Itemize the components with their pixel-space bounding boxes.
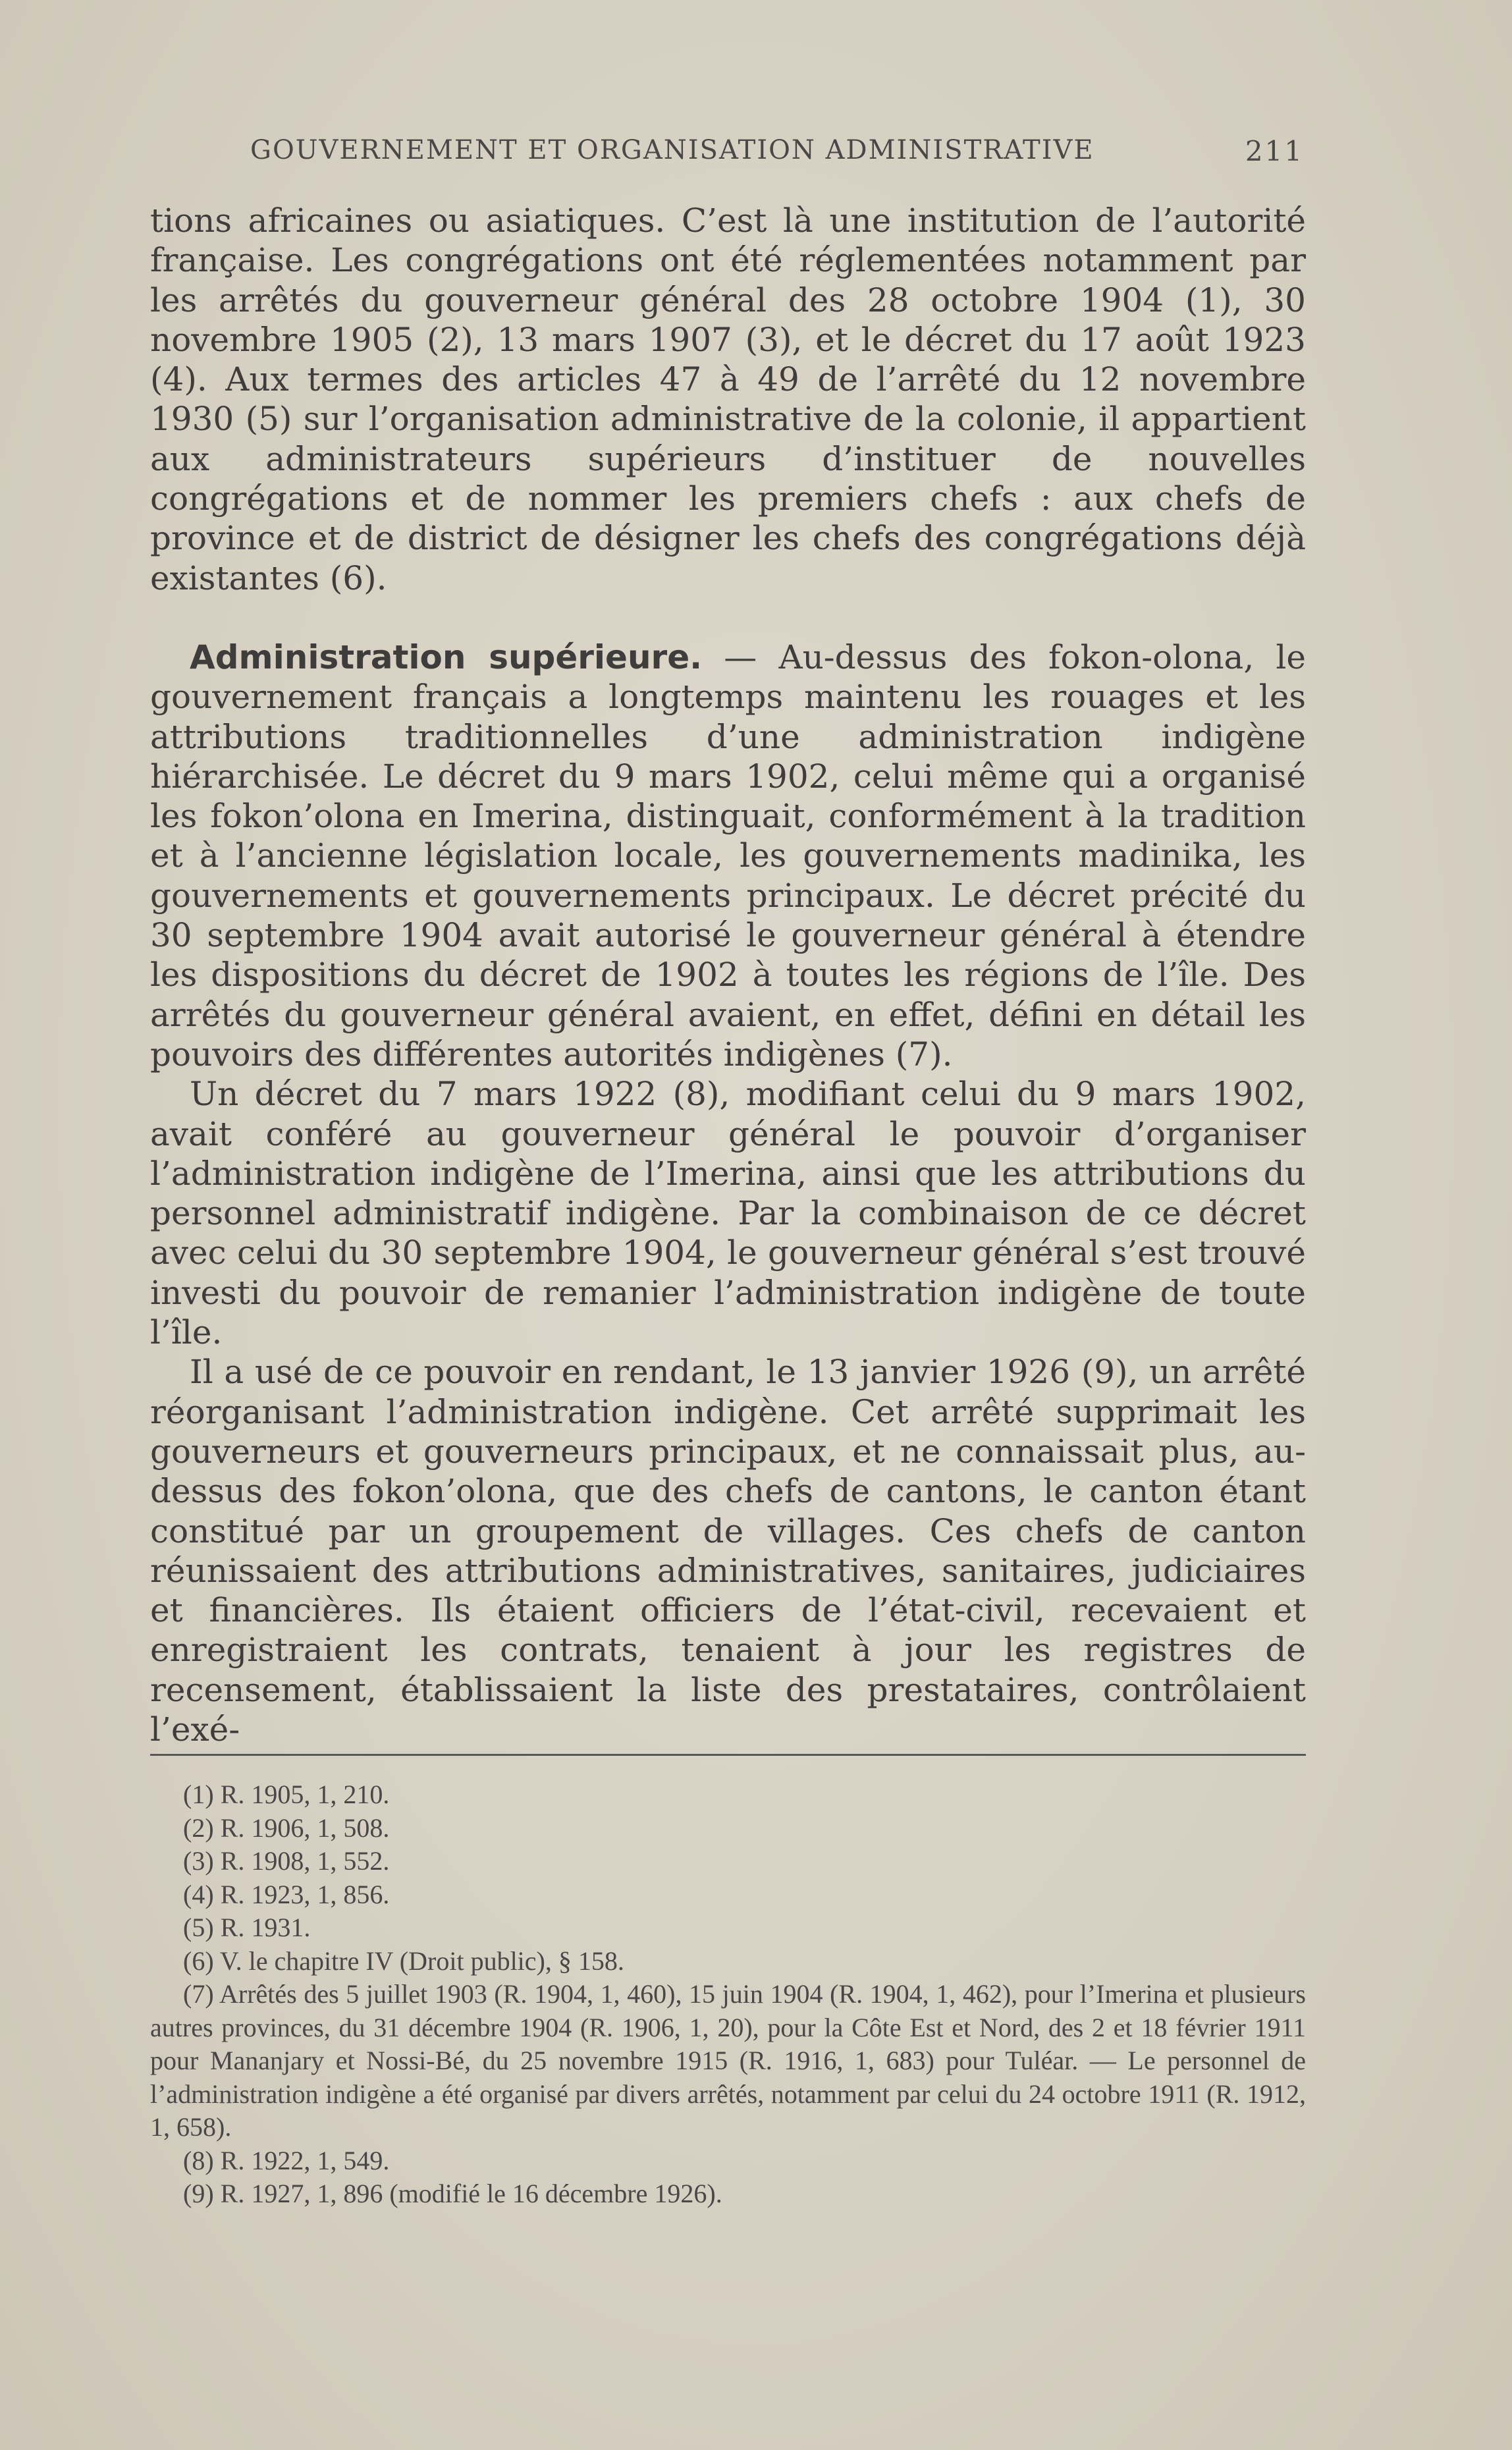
- footnote-5: (5) R. 1931.: [183, 1913, 311, 1942]
- footnote-3: (3) R. 1908, 1, 552.: [183, 1846, 390, 1876]
- paragraph-3: Un décret du 7 mars 1922 (8), modifiant celui du 9 mars 1902, avait conféré au gouverneur général le pouvoir d’organiser l’administration indigène de l’Imerina, ainsi que les attributions du personnel administratif indigène. Par la combinaison de ce décret avec celui du 30 septembre 1904, le gouverneur général s’est trouvé investi du pouvoir de remanier l’administration indigène de toute l’île.: [150, 1075, 1306, 1352]
- section-heading: Administration supérieure.: [190, 638, 703, 676]
- footnote-4: (4) R. 1923, 1, 856.: [183, 1879, 390, 1909]
- page-number: 211: [1245, 135, 1304, 167]
- footnote-9: (9) R. 1927, 1, 896 (modifié le 16 décembre 1926).: [183, 2179, 722, 2208]
- paragraph-2: [150, 638, 1306, 1074]
- running-header: [250, 135, 1304, 175]
- footnotes: [150, 1778, 1306, 2211]
- footnote-2: (2) R. 1906, 1, 508.: [183, 1812, 390, 1843]
- paragraph-1: tions africaines ou asiatiques. C’est là une institution de l’autorité française. Les congrégations ont été réglementées notamment par les arrêtés du gouverneur général des 28 octobre 1904 (1), 30 novembre 1905 (2), 13 mars 1907 (3), et le décret du 17 août 1923 (4). Aux termes des articles 47 à 49 de l’arrêté du 12 novembre 1930 (5) sur l’organisation administrative de la colonie, il appartient aux administrateurs supérieurs d’instituer de nouvelles congrégations et de nommer les premiers chefs : aux chefs de province et de district de désigner les chefs des congrégations déjà existantes (6).: [150, 202, 1306, 597]
- footnote-8: (8) R. 1922, 1, 549.: [183, 2145, 390, 2175]
- main-text: [150, 201, 1306, 1749]
- paragraph-4: Il a usé de ce pouvoir en rendant, le 13 janvier 1926 (9), un arrêté réorganisant l’administration indigène. Cet arrêté supprimait les gouverneurs et gouverneurs principaux, et ne connaissait plus, au-dessus des fokon’olona, que des chefs de cantons, le canton étant constitué par un groupement de villages. Ces chefs de canton réunissaient des attributions administratives, sanitaires, judiciaires et financières. Ils étaient officiers de l’état-civil, recevaient et enregistraient les contrats, tenaient à jour les registres de recensement, établissaient la liste des prestataires, contrôlaient l’exé-: [150, 1353, 1306, 1749]
- footnote-divider: [150, 1754, 1306, 1756]
- footnote-6: (6) V. le chapitre IV (Droit public), § 158.: [183, 1946, 624, 1976]
- header-title: GOUVERNEMENT ET ORGANISATION ADMINISTRATIVE: [250, 135, 1094, 165]
- paragraph-2-text: — Au-dessus des fokon-olona, le gouvernement français a longtemps maintenu les rouages et les attributions traditionnelles d’une administration indigène hiérarchisée. Le décret du 9 mars 1902, celui même qui a organisé les fokon’olona en Imerina, distinguait, conformément à la tradition et à l’ancienne législation locale, les gouvernements madinika, les gouvernements et gouvernements principaux. Le décret précité du 30 septembre 1904 avait autorisé le gouverneur général à étendre les dispositions du décret de 1902 à toutes les régions de l’île. Des arrêtés du gouverneur général avaient, en effet, défini en détail les pouvoirs des différentes autorités indigènes (7).: [150, 638, 1306, 1074]
- footnote-1: (1) R. 1905, 1, 210.: [183, 1780, 390, 1809]
- footnote-7: (7) Arrêtés des 5 juillet 1903 (R. 1904, 1, 460), 15 juin 1904 (R. 1904, 1, 462), pour l’Imerina et plusieurs autres provinces, du 31 décembre 1904 (R. 1906, 1, 20), pour la Côte Est et Nord, des 2 et 18 février 1911 pour Mananjary et Nossi-Bé, du 25 novembre 1915 (R. 1916, 1, 683) pour Tuléar. — Le personnel de l’administration indigène a été organisé par divers arrêtés, notamment par celui du 24 octobre 1911 (R. 1912, 1, 658).: [150, 1979, 1306, 2142]
